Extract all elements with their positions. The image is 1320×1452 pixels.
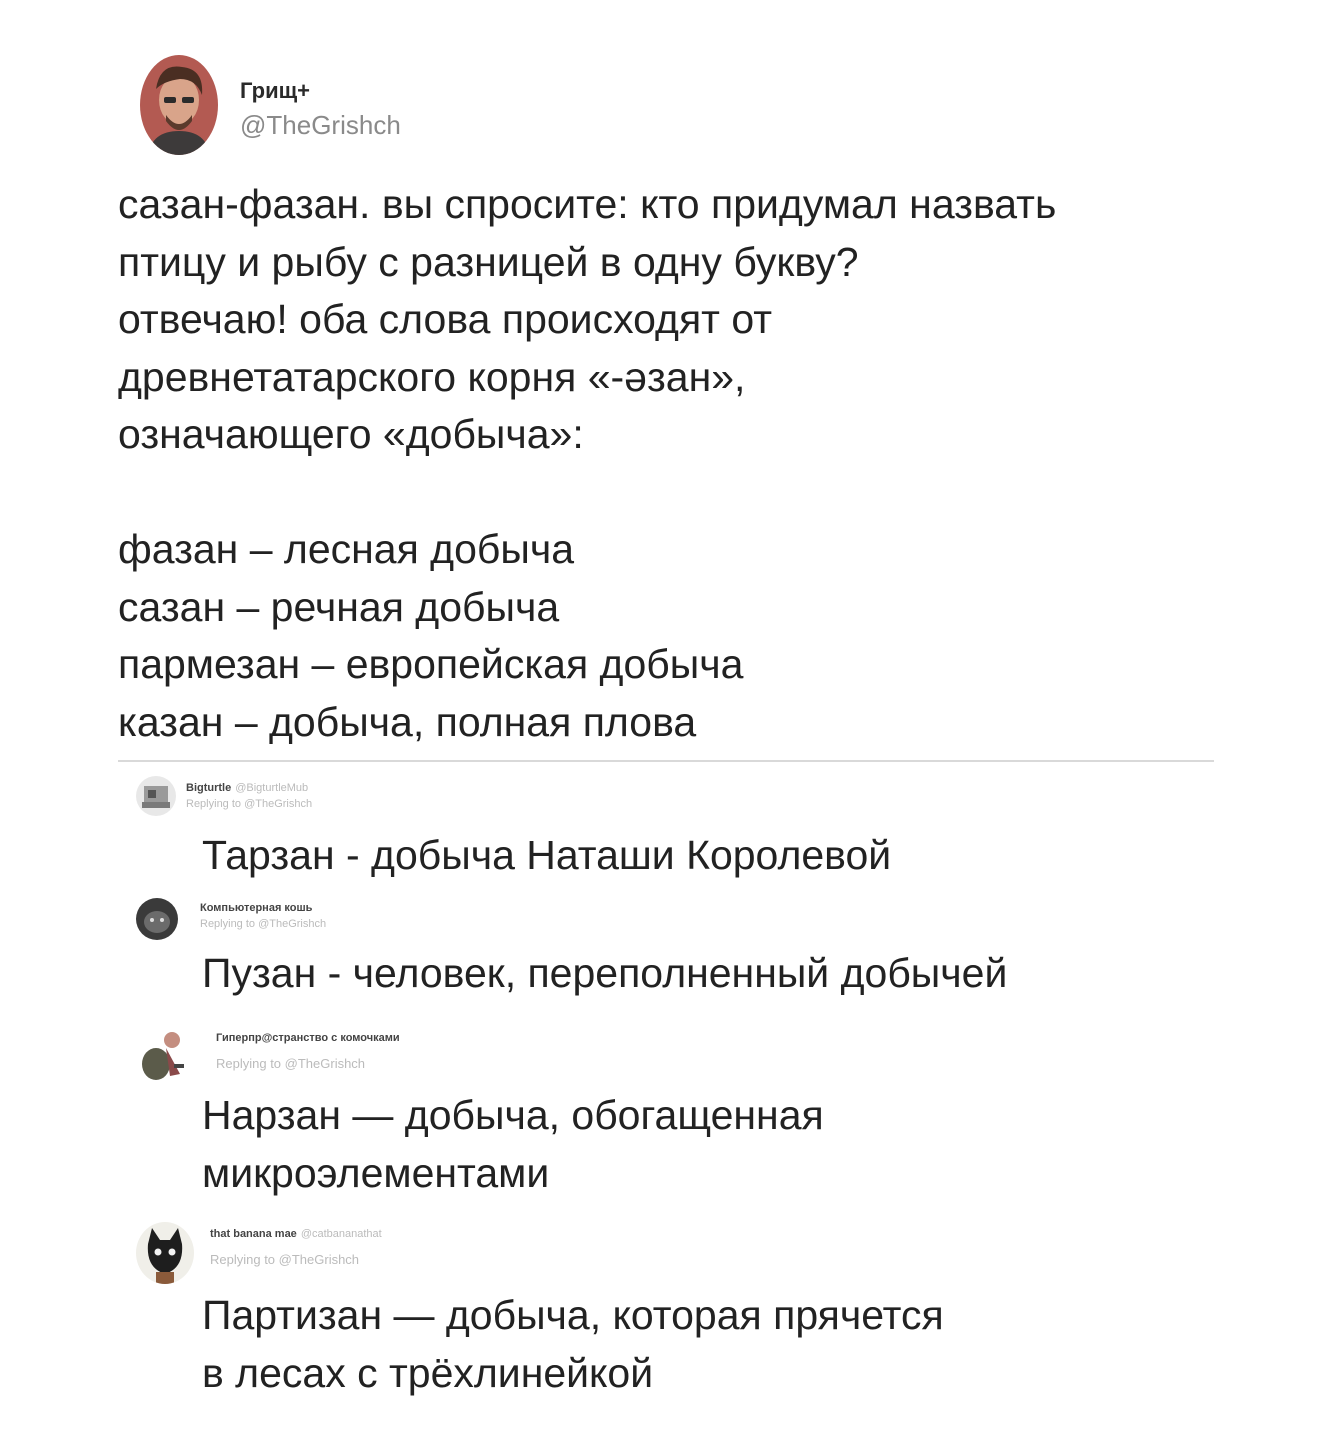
reply-avatar[interactable] [136, 776, 176, 816]
cat-avatar-image [136, 898, 178, 940]
reply-author-name[interactable]: that banana mae [210, 1228, 297, 1240]
black-cat-avatar-image [136, 1222, 194, 1284]
author-avatar[interactable] [140, 55, 218, 155]
reply-author-name[interactable]: Компьютерная кошь [200, 902, 313, 914]
tweet-text: сазан-фазан. вы спросите: кто придумал назвать птицу и рыбу с разницей в одну букву? отвечаю! оба слова происходят от древнетатарского корня «-әзан», означающего «добыча»: фазан – лесная добыча сазан – речная добыча пармезан – европейская добыча казан – добыча, полная плова [118, 181, 1057, 745]
replying-to[interactable]: Replying to @TheGrishch [210, 1252, 360, 1267]
reply-author-name[interactable]: Bigturtle [186, 782, 232, 794]
character-avatar-image [136, 1024, 192, 1086]
reply-author[interactable] [200, 902, 312, 914]
reply-author-handle[interactable]: @BigturtleMub [235, 782, 309, 794]
reply-author-handle[interactable]: @catbananathat [300, 1228, 382, 1240]
reply-avatar[interactable] [136, 1024, 192, 1086]
reply-text: Нарзан — добыча, обогащенная микроэлементами [202, 1092, 824, 1196]
divider [118, 760, 1214, 762]
replying-to[interactable]: Replying to @TheGrishch [200, 918, 327, 930]
author-handle[interactable]: @TheGrishch [240, 110, 401, 140]
author-avatar-image [140, 55, 218, 155]
reply-text: Партизан — добыча, которая прячется в лесах с трёхлинейкой [202, 1292, 944, 1396]
reply-text: Пузан - человек, переполненный добычей [202, 950, 1008, 996]
reply-text: Тарзан - добыча Наташи Королевой [202, 832, 892, 878]
reply-avatar[interactable] [136, 898, 178, 940]
reply-author[interactable] [216, 1032, 400, 1044]
replying-to[interactable]: Replying to @TheGrishch [186, 798, 313, 810]
replying-to[interactable]: Replying to @TheGrishch [216, 1056, 366, 1071]
reply-author[interactable] [186, 782, 308, 794]
reply-avatar[interactable] [136, 1222, 194, 1284]
author-name[interactable]: Грищ+ [240, 78, 311, 103]
turtle-avatar-image [136, 776, 176, 816]
reply-author[interactable] [210, 1228, 382, 1240]
reply-author-name[interactable]: Гиперпр@странство с комочками [216, 1032, 400, 1044]
